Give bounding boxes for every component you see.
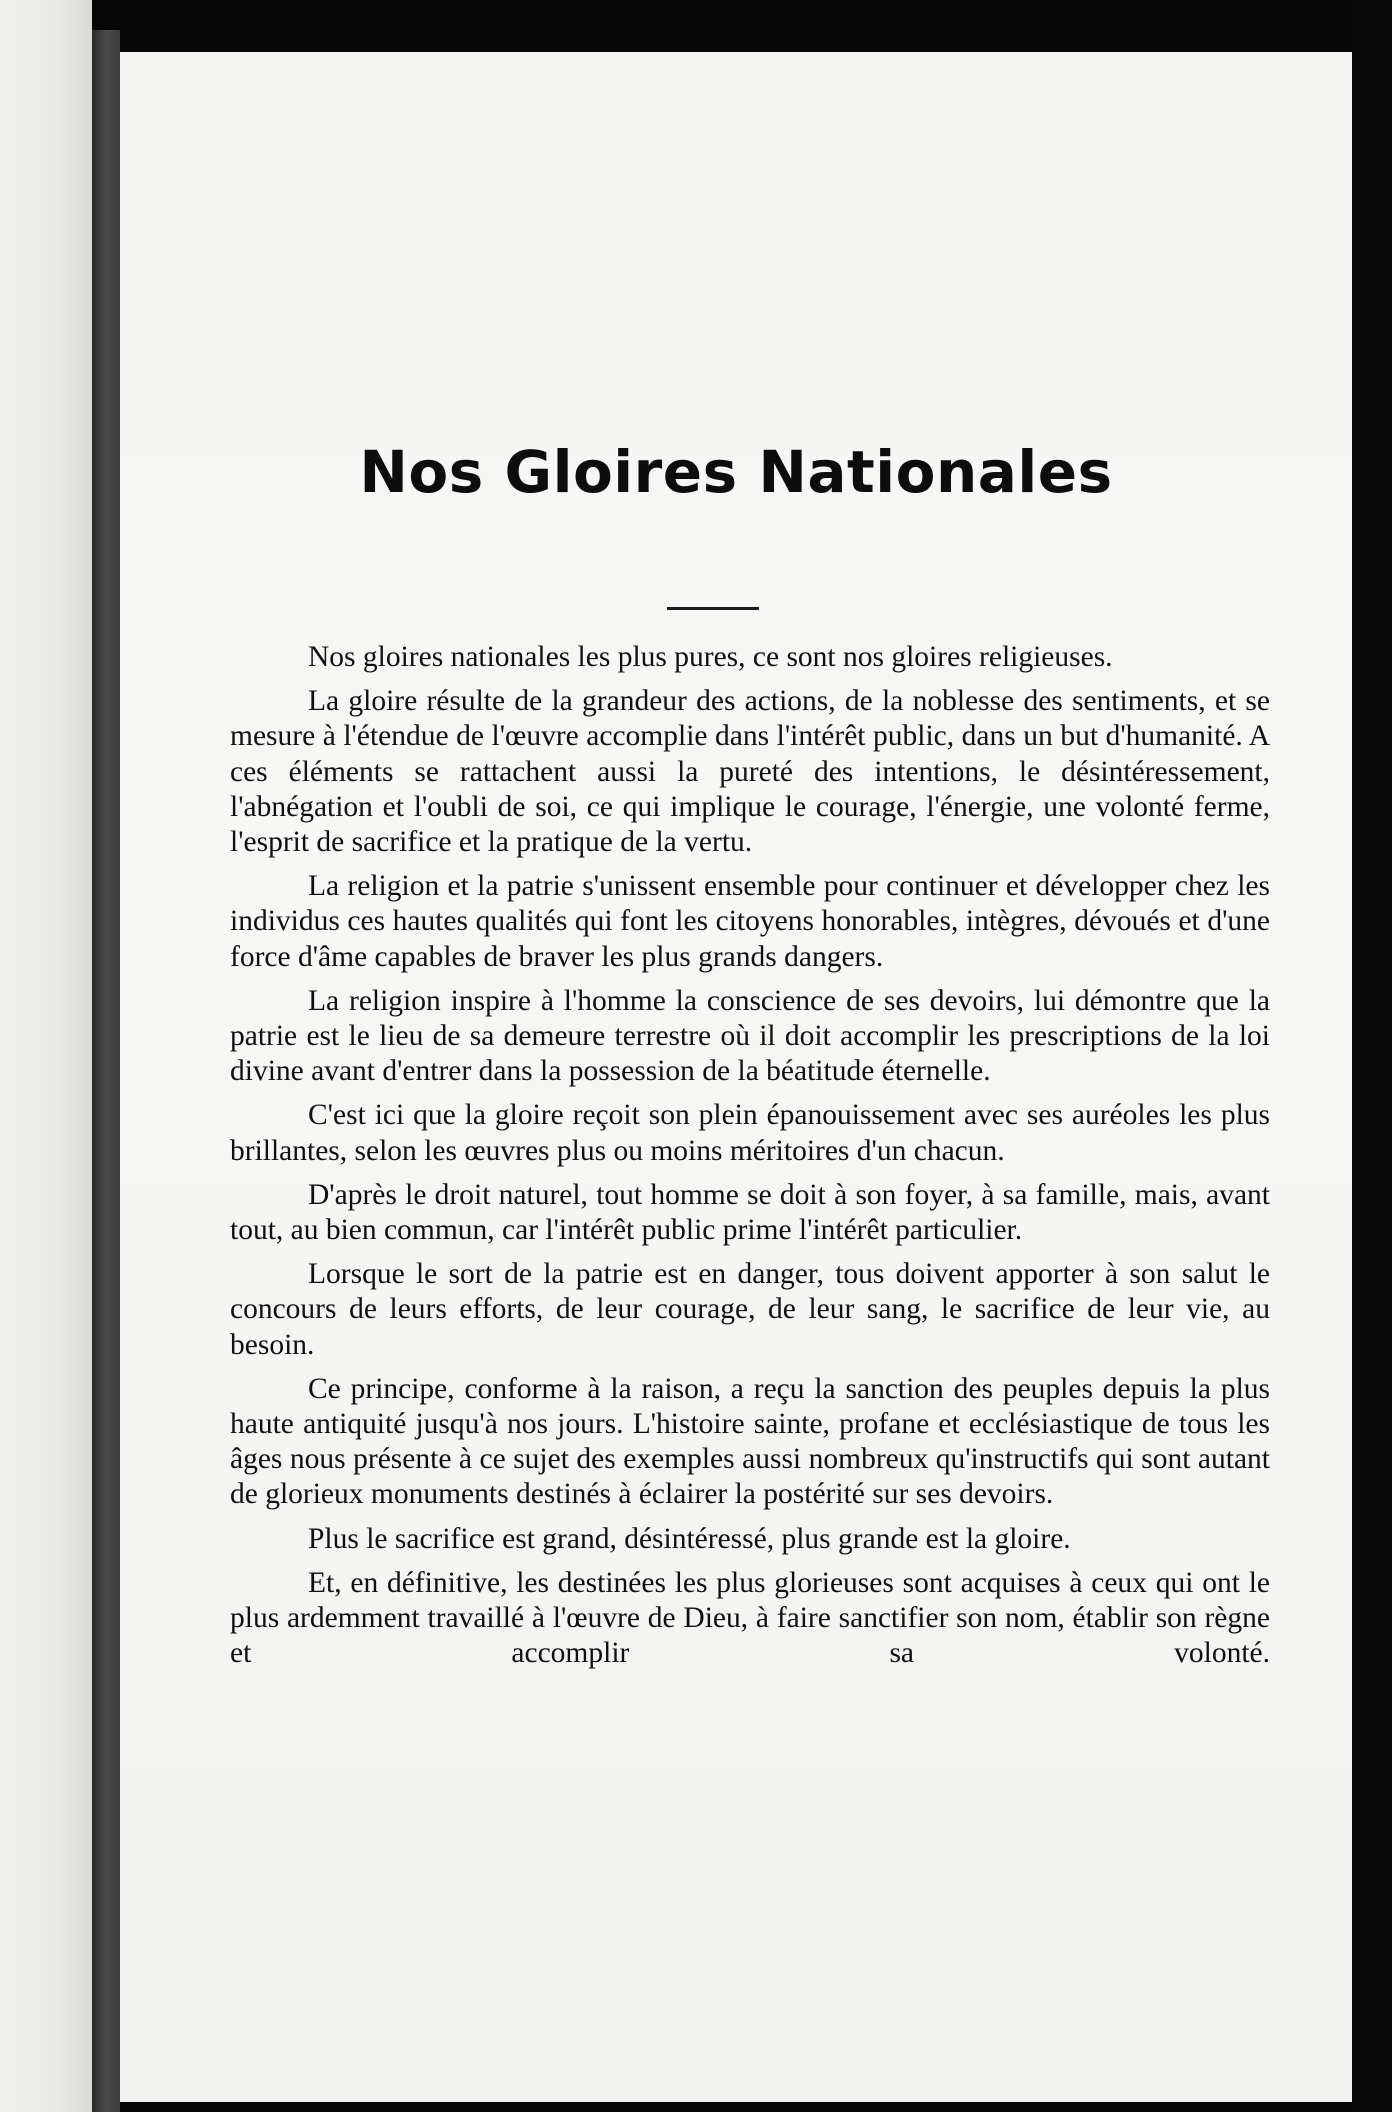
paragraph: La religion et la patrie s'unissent ensemble pour continuer et développer chez les individus ces hautes qualités qui font les citoyens honorables, intègres, dévoués et d'une force d'âme capables de braver les plus grands dangers. — [230, 870, 1270, 973]
book-page — [120, 52, 1352, 2102]
adjacent-page-margin — [0, 0, 92, 2112]
paragraph: D'après le droit naturel, tout homme se doit à son foyer, à sa famille, mais, avant tout, au bien commun, car l'intérêt public prime l'intérêt particulier. — [230, 1178, 1270, 1247]
paragraph: Lorsque le sort de la patrie est en danger, tous doivent apporter à son salut le concours de leurs efforts, de leur courage, de leur sang, le sacrifice de leur vie, au besoin. — [230, 1258, 1270, 1361]
paragraph: Ce principe, conforme à la raison, a reçu la sanction des peuples depuis la plus haute antiquité jusqu'à nos jours. L'histoire sainte, profane et ecclésiastique de tous les âges nous présente à ce sujet des exemples aussi nombreux qu'instructifs qui sont autant de glorieux monuments destinés à éclairer la postérité sur ses devoirs. — [230, 1372, 1270, 1511]
page-title: Nos Gloires Nationales — [359, 438, 1113, 506]
page-body — [230, 640, 1270, 1680]
paragraph: La religion inspire à l'homme la conscience de ses devoirs, lui démontre que la patrie est le lieu de sa demeure terrestre où il doit accomplir les prescriptions de la loi divine avant d'entrer dans la possession de la béatitude éternelle. — [230, 984, 1270, 1088]
paragraph: C'est ici que la gloire reçoit son plein épanouissement avec ses auréoles les plus brillantes, selon les œuvres plus ou moins méritoires d'un chacun. — [230, 1099, 1270, 1167]
scan-border — [1352, 0, 1392, 2112]
paragraph: La gloire résulte de la grandeur des actions, de la noblesse des sentiments, et se mesure à l'étendue de l'œuvre accomplie dans l'intérêt public, dans un but d'humanité. A ces éléments se rattachent aussi la pureté des intentions, le désintéressement, l'abnégation et l'oubli de soi, ce qui implique le courage, l'énergie, une volonté ferme, l'esprit de sacrifice et la pratique de la vertu. — [230, 685, 1270, 859]
paragraph: Et, en définitive, les destinées les plus glorieuses sont acquises à ceux qui ont le plus ardemment travaillé à l'œuvre de Dieu, à faire sanctifier son nom, établir son règne et accomplir sa volonté. — [230, 1566, 1270, 1670]
paragraph: Nos gloires nationales les plus pures, ce sont nos gloires religieuses. — [308, 641, 1113, 673]
paragraph: Plus le sacrifice est grand, désintéressé, plus grande est la gloire. — [308, 1522, 1071, 1555]
binding-edge — [92, 30, 120, 2112]
title-divider — [667, 607, 759, 610]
